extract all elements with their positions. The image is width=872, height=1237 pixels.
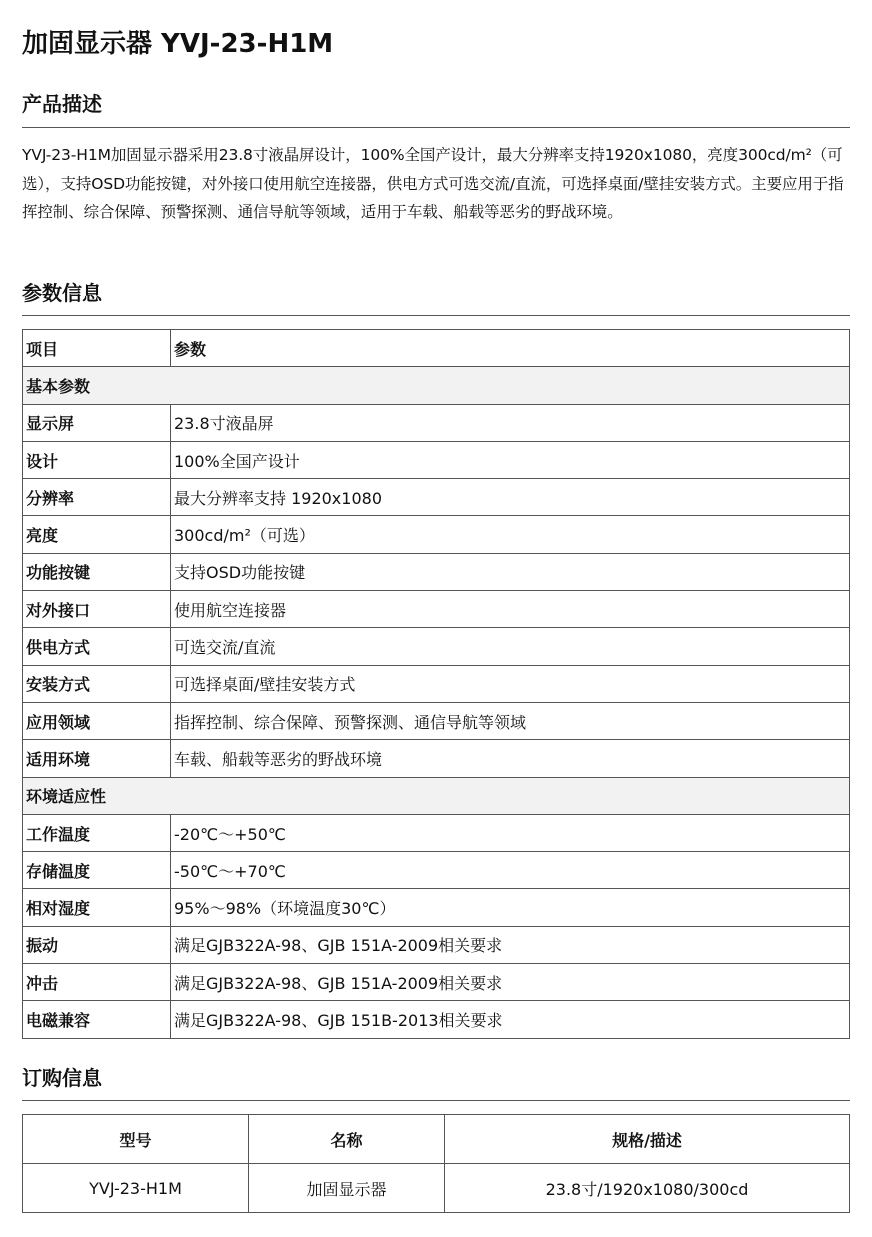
group-title: 基本参数 xyxy=(23,367,850,404)
page-title: 加固显示器 YVJ-23-H1M xyxy=(22,29,334,59)
param-value: 指挥控制、综合保障、预警探测、通信导航等领域 xyxy=(171,702,850,739)
param-row xyxy=(23,814,850,851)
order-header-name: 名称 xyxy=(249,1115,445,1164)
param-value: 最大分辨率支持 1920x1080 xyxy=(171,479,850,516)
param-label: 电磁兼容 xyxy=(23,1001,171,1038)
param-row xyxy=(23,852,850,889)
section-title-description: 产品描述 xyxy=(22,92,102,116)
section-divider xyxy=(22,315,850,316)
order-model: YVJ-23-H1M xyxy=(23,1164,249,1213)
header-value: 参数 xyxy=(171,330,850,367)
param-value: 300cd/m²（可选） xyxy=(171,516,850,553)
order-header-row xyxy=(23,1115,850,1164)
order-table xyxy=(22,1114,850,1213)
param-row xyxy=(23,441,850,478)
param-label: 存储温度 xyxy=(23,852,171,889)
param-label: 安装方式 xyxy=(23,665,171,702)
param-value: 满足GJB322A-98、GJB 151B-2013相关要求 xyxy=(171,1001,850,1038)
group-row xyxy=(23,777,850,814)
param-row xyxy=(23,964,850,1001)
param-label: 供电方式 xyxy=(23,628,171,665)
param-row xyxy=(23,479,850,516)
param-label: 对外接口 xyxy=(23,591,171,628)
product-description: YVJ-23-H1M加固显示器采用23.8寸液晶屏设计，100%全国产设计，最大分辨率支持1920x1080，亮度300cd/m²（可选），支持OSD功能按键，对外接口使用航空连接器，供电方式可选交流/直流，可选择桌面/壁挂安装方式。主要应用于指挥控制、综合保障、预警探测、通信导航等领域，适用于车载、船载等恶劣的野战环境。 xyxy=(22,146,844,221)
param-row xyxy=(23,889,850,926)
param-value: 23.8寸液晶屏 xyxy=(171,404,850,441)
param-value: 满足GJB322A-98、GJB 151A-2009相关要求 xyxy=(171,964,850,1001)
param-value: 95%～98%（环境温度30℃） xyxy=(171,889,850,926)
param-value: 使用航空连接器 xyxy=(171,591,850,628)
group-row xyxy=(23,367,850,404)
param-row xyxy=(23,553,850,590)
param-label: 工作温度 xyxy=(23,814,171,851)
param-value: 支持OSD功能按键 xyxy=(171,553,850,590)
param-value: 车载、船载等恶劣的野战环境 xyxy=(171,740,850,777)
section-title-order: 订购信息 xyxy=(22,1066,102,1090)
param-label: 亮度 xyxy=(23,516,171,553)
param-row xyxy=(23,926,850,963)
param-row xyxy=(23,628,850,665)
param-row xyxy=(23,740,850,777)
param-label: 应用领域 xyxy=(23,702,171,739)
order-header-model: 型号 xyxy=(23,1115,249,1164)
section-divider xyxy=(22,127,850,128)
section-divider xyxy=(22,1100,850,1101)
param-value: -20℃～+50℃ xyxy=(171,814,850,851)
param-row xyxy=(23,1001,850,1038)
param-label: 相对湿度 xyxy=(23,889,171,926)
param-row xyxy=(23,591,850,628)
param-value: -50℃～+70℃ xyxy=(171,852,850,889)
param-value: 100%全国产设计 xyxy=(171,441,850,478)
group-title: 环境适应性 xyxy=(23,777,850,814)
order-spec: 23.8寸/1920x1080/300cd xyxy=(445,1164,850,1213)
order-name: 加固显示器 xyxy=(249,1164,445,1213)
param-label: 冲击 xyxy=(23,964,171,1001)
param-row xyxy=(23,665,850,702)
param-label: 振动 xyxy=(23,926,171,963)
order-header-spec: 规格/描述 xyxy=(445,1115,850,1164)
param-label: 显示屏 xyxy=(23,404,171,441)
param-row xyxy=(23,702,850,739)
param-row xyxy=(23,516,850,553)
param-label: 功能按键 xyxy=(23,553,171,590)
param-value: 满足GJB322A-98、GJB 151A-2009相关要求 xyxy=(171,926,850,963)
param-value: 可选交流/直流 xyxy=(171,628,850,665)
params-header-row xyxy=(23,330,850,367)
param-label: 设计 xyxy=(23,441,171,478)
params-table xyxy=(22,329,850,1039)
param-row xyxy=(23,404,850,441)
section-title-params: 参数信息 xyxy=(22,281,102,305)
param-value: 可选择桌面/壁挂安装方式 xyxy=(171,665,850,702)
param-label: 适用环境 xyxy=(23,740,171,777)
order-row xyxy=(23,1164,850,1213)
param-label: 分辨率 xyxy=(23,479,171,516)
header-item: 项目 xyxy=(23,330,171,367)
